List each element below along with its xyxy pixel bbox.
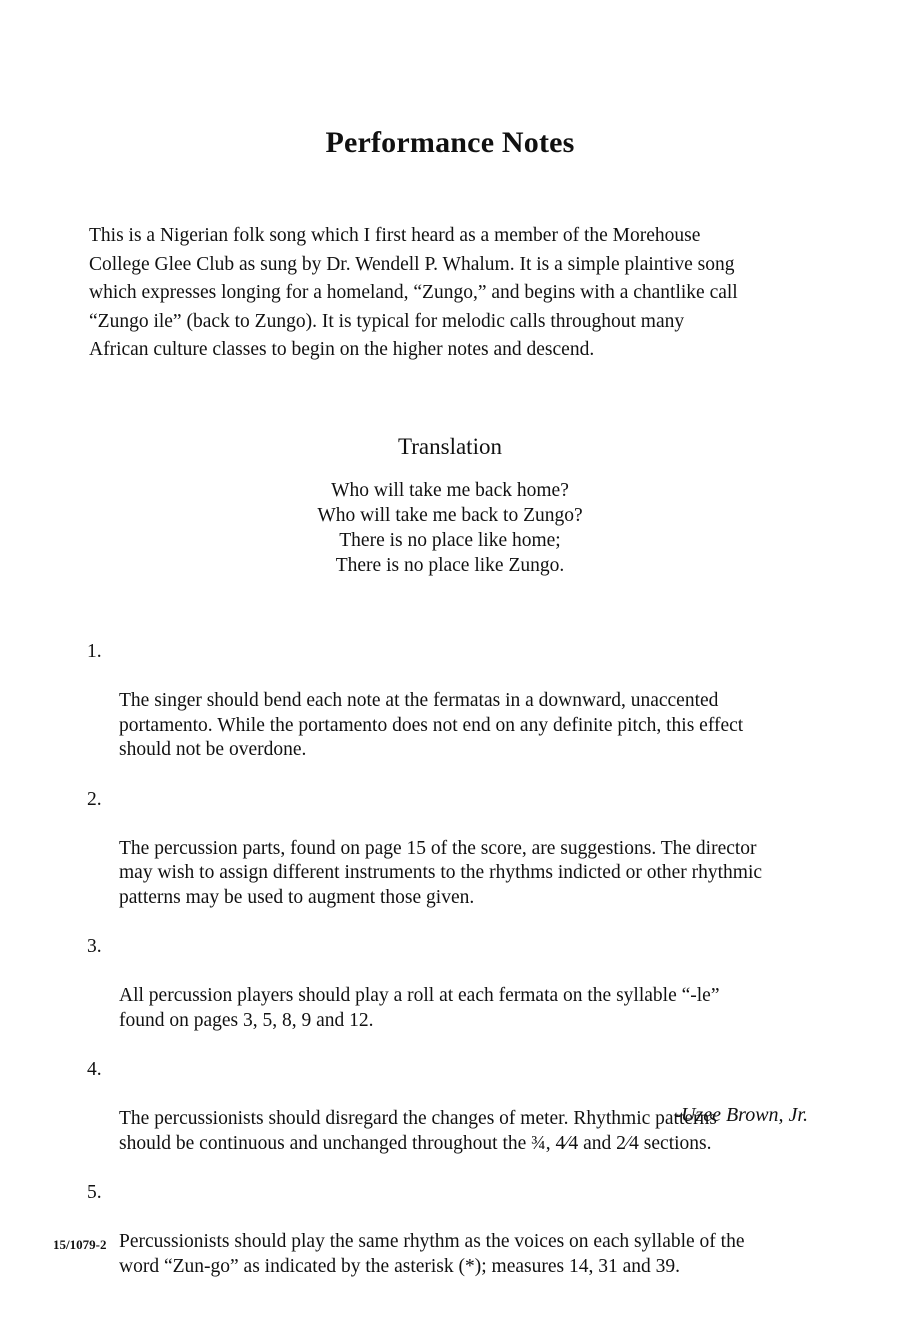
note-text: The percussion parts, found on page 15 of the score, are suggestions. The director may wish to assign different instruments to the rhythms indicted or other rhythmic patterns may be used to augment those given. — [119, 837, 763, 908]
translation-line: Who will take me back to Zungo? — [317, 505, 583, 526]
note-item — [82, 788, 842, 911]
translation-line: There is no place like Zungo. — [335, 555, 565, 576]
note-number: 5. — [87, 1182, 102, 1203]
note-item — [82, 1181, 842, 1279]
translation-line: There is no place like home; — [339, 530, 561, 551]
note-item — [82, 640, 842, 763]
note-item — [82, 935, 842, 1033]
performance-notes-list — [82, 640, 842, 1279]
note-text: Percussionists should play the same rhythm as the voices on each syllable of the word “Zun-go” as indicated by the asterisk (*); measures 14, 31 and 39. — [119, 1231, 745, 1277]
note-number: 4. — [87, 1059, 102, 1080]
intro-paragraph: This is a Nigerian folk song which I first heard as a member of the Morehouse College Glee Club as sung by Dr. Wendell P. Whalum. It is a simple plaintive song which expresses longing for a homeland, “Zungo,” and begins with a chantlike call “Zungo ile” (back to Zungo). It is typical for melodic calls throughout many African culture classes to begin on the higher notes and descend. — [89, 225, 738, 360]
page-title: Performance Notes — [325, 126, 575, 159]
translation-heading: Translation — [398, 434, 502, 459]
catalog-code: 15/1079-2 — [53, 1237, 107, 1252]
note-number: 3. — [87, 936, 102, 957]
translation-lines — [0, 478, 900, 578]
note-number: 2. — [87, 788, 102, 810]
author-signature: -Uzee Brown, Jr. — [674, 1104, 808, 1126]
translation-line: Who will take me back home? — [331, 480, 569, 501]
note-text: The percussionists should disregard the changes of meter. Rhythmic patterns should be continuous and unchanged throughout the ¾, 4⁄4 and 2⁄4 sections. — [119, 1108, 717, 1154]
note-text: All percussion players should play a roll at each fermata on the syllable “-le” found on pages 3, 5, 8, 9 and 12. — [119, 985, 720, 1031]
note-number: 1. — [87, 641, 102, 662]
note-text: The singer should bend each note at the fermatas in a downward, unaccented portamento. While the portamento does not end on any definite pitch, this effect should not be overdone. — [119, 690, 744, 760]
